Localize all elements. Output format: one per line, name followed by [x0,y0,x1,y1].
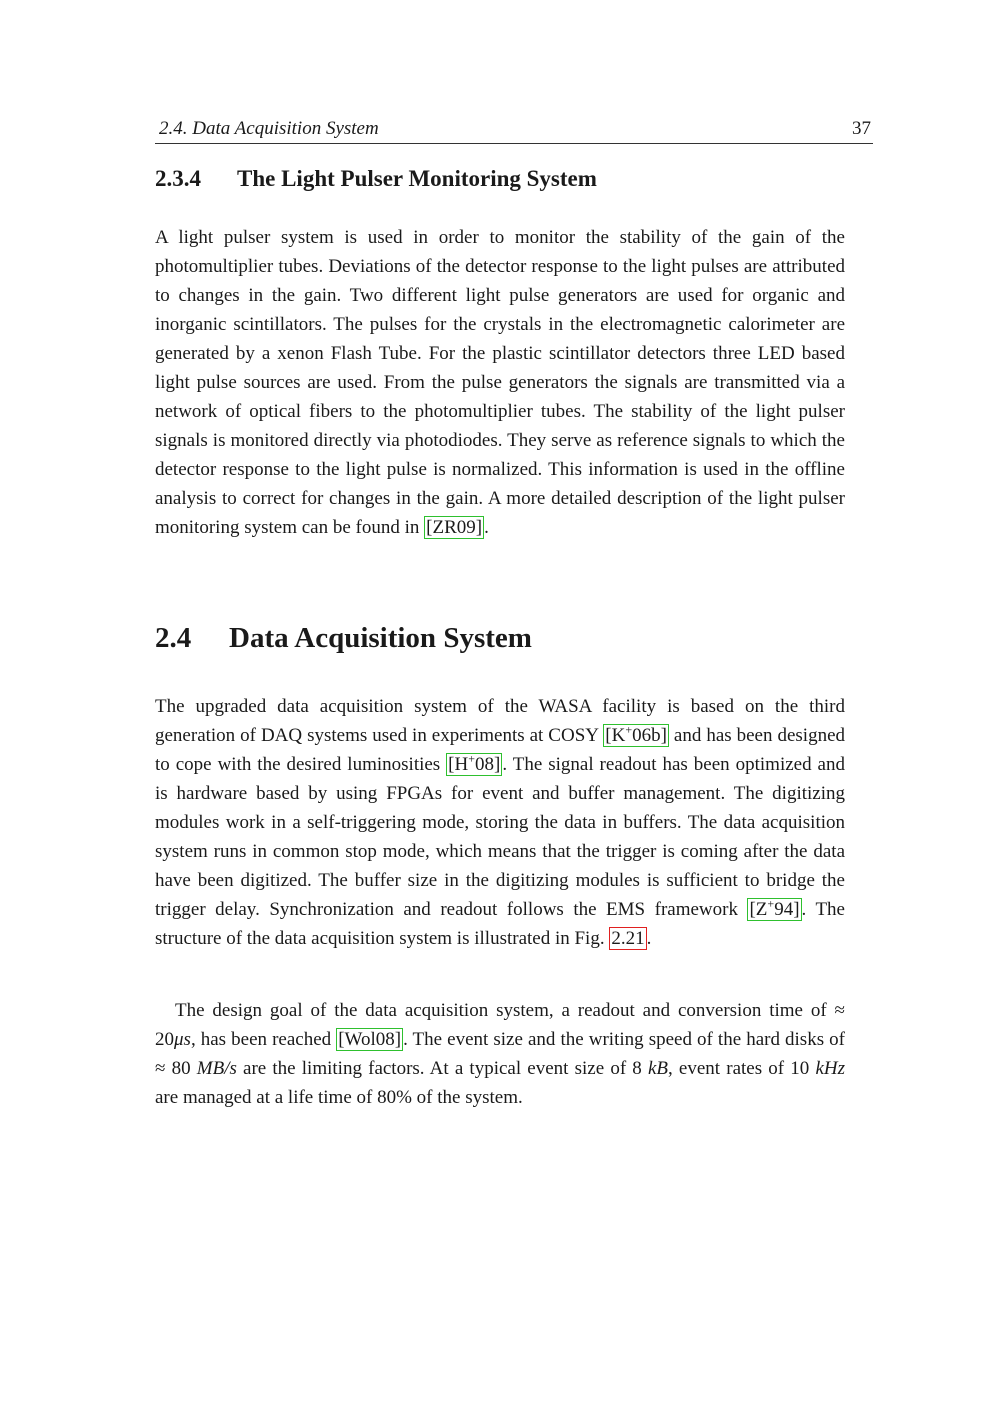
figure-ref-link[interactable]: 2.21 [611,928,645,949]
paragraph-text: The upgraded data acquisition system of the WASA facility is based on the third generation of DAQ systems used in experiments at COSY [155,696,845,746]
citation-link[interactable] [603,724,669,747]
paragraph-text: , event rates of 10 [668,1058,816,1079]
citation-text: 08] [475,754,501,775]
paragraph-daq-overview [155,692,845,953]
paragraph-text: A light pulser system is used in order to monitor the stability of the gain of the photomultiplier tubes. Deviations of the detector response to the light pulses are attributed to changes in the gain. Two different light pulse generators are used for organic and inorganic scintillators. The pulses for the crystals in the electromagnetic calorimeter are generated by a xenon Flash Tube. For the plastic scintillator detectors three LED based light pulse sources are used. From the pulse generators the signals are transmitted via a network of optical fibers to the photomultiplier tubes. The stability of the light pulser signals is monitored directly via photodiodes. They serve as reference signals to which the detector response to the light pulse is normalized. This information is used in the offline analysis to correct for changes in the gain. A more detailed description of the light pulser monitoring system can be found in [155,227,845,538]
page-number: 37 [852,118,871,139]
citation-sup: + [767,896,775,911]
subsection-heading [155,166,597,192]
citation-text: 94] [774,899,800,920]
subsection-number: 2.3.4 [155,166,201,191]
paragraph-text: . The event size and the writing speed of the hard disks of ≈ 80 [155,1029,845,1079]
section-heading [155,622,532,655]
math-unit: MB/s [196,1058,237,1079]
paragraph-text: are the limiting factors. At a typical event size of 8 [236,1058,648,1079]
section-number: 2.4 [155,622,192,654]
math-unit: kHz [815,1058,845,1079]
citation-text: [Z [749,899,768,920]
subsection-title: The Light Pulser Monitoring System [237,166,597,191]
paragraph-light-pulser [155,223,845,542]
paragraph-text: . The signal readout has been optimized and is hardware based by using FPGAs for event and buffer management. The digitizing modules work in a self-triggering mode, storing the data in buffers. The data acquisition system runs in common stop mode, which means that the trigger is coming after the data have been digitized. The buffer size in the digitizing modules is sufficient to bridge the trigger delay. Synchronization and readout follows the EMS framework [155,754,845,920]
citation-text: [H [448,754,469,775]
math-unit: kB [647,1058,669,1079]
citation-link[interactable] [747,898,801,921]
paragraph-text: are managed at a life time of 80% of the system. [155,1087,523,1108]
citation-text: [K [605,725,626,746]
citation-text: 06b] [632,725,667,746]
paragraph-text: The design goal of the data acquisition system, a readout and conversion time of ≈ 20 [155,1000,845,1050]
paragraph-text: , has been reached [190,1029,337,1050]
citation-link[interactable]: [Wol08] [338,1029,402,1050]
citation-link[interactable] [446,753,502,776]
citation-sup: + [468,751,476,766]
paragraph-text: and has been designed to cope with the desired luminosities [155,725,845,775]
section-title: Data Acquisition System [229,622,532,654]
running-head-title: 2.4. Data Acquisition System [159,118,379,139]
paragraph-text: . [484,517,489,538]
citation-sup: + [625,722,633,737]
paragraph-daq-performance [155,996,845,1112]
paragraph-text: . [646,928,652,949]
running-head [155,116,873,144]
citation-link[interactable]: [ZR09] [426,517,483,538]
paragraph-text: . The structure of the data acquisition system is illustrated in Fig. [155,899,845,949]
math-unit: μs [174,1029,191,1050]
